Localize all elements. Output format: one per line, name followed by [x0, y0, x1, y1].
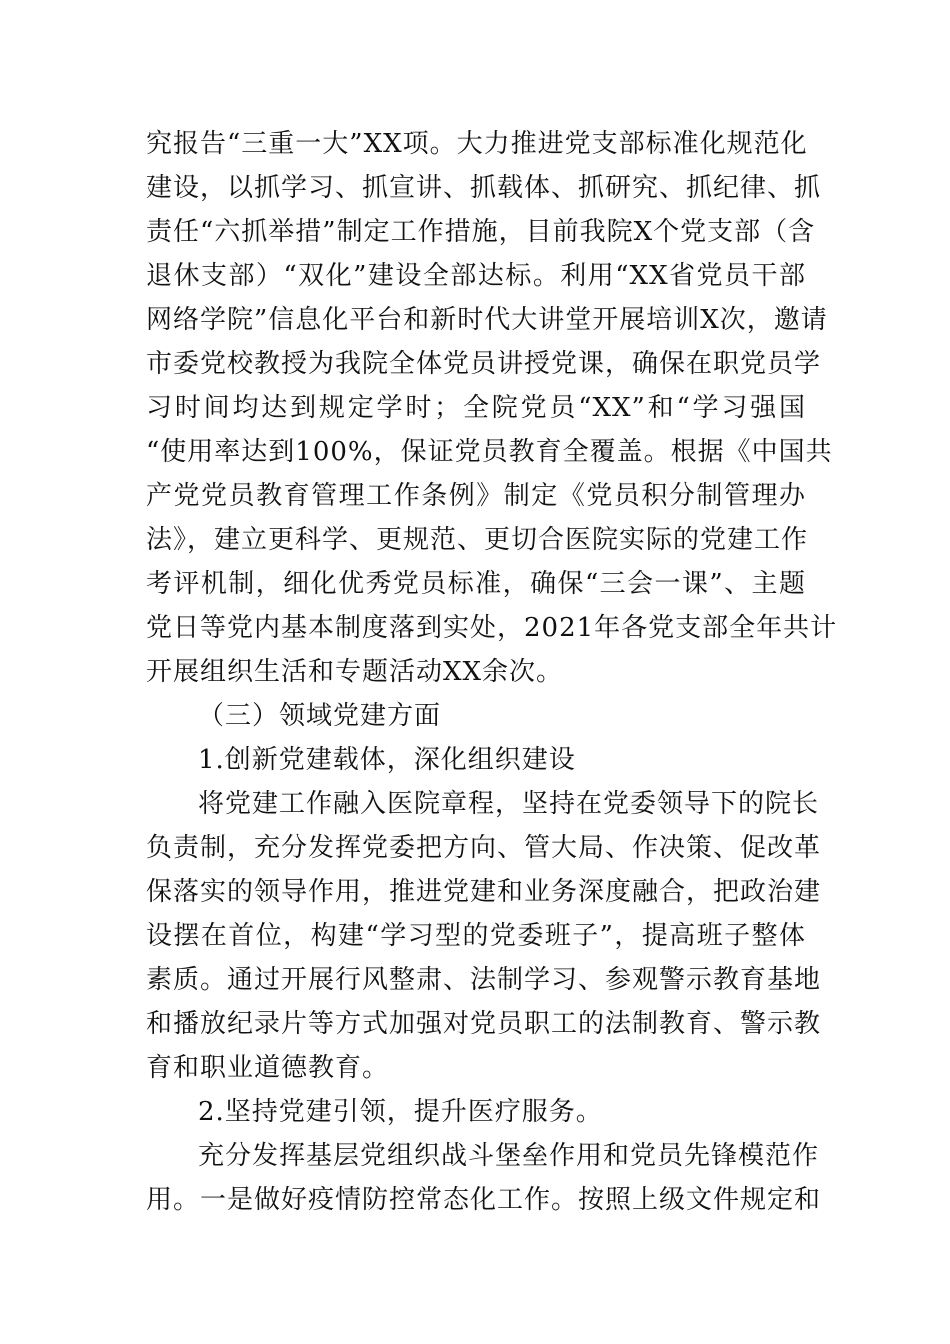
body-text-line: 市委党校教授为我院全体党员讲授党课，确保在职党员学: [146, 349, 822, 379]
body-text-line: 党日等党内基本制度落到实处，2021年各党支部全年共计: [146, 613, 838, 643]
body-text-line: 网络学院”信息化平台和新时代大讲堂开展培训X次，邀请: [146, 305, 828, 335]
body-text-line: 保落实的领导作用，推进党建和业务深度融合，把政治建: [146, 877, 822, 907]
body-text-line: 素质。通过开展行风整肃、法制学习、参观警示教育基地: [146, 965, 822, 995]
body-text-line: 开展组织生活和专题活动XX余次。: [146, 657, 564, 687]
body-text-line: “使用率达到100%，保证党员教育全覆盖。根据《中国共: [146, 437, 833, 467]
body-text-line: 负责制，充分发挥党委把方向、管大局、作决策、促改革: [146, 833, 822, 863]
body-text-line: 和播放纪录片等方式加强对党员职工的法制教育、警示教: [146, 1009, 822, 1039]
body-text-line: 习时间均达到规定学时；全院党员“XX”和“学习强国: [146, 393, 806, 423]
body-text-line: 建设，以抓学习、抓宣讲、抓载体、抓研究、抓纪律、抓: [146, 173, 822, 203]
body-text-line: 考评机制，细化优秀党员标准，确保“三会一课”、主题: [146, 569, 806, 599]
body-text-line: 退休支部）“双化”建设全部达标。利用“XX省党员干部: [146, 261, 806, 291]
body-text-line: 设摆在首位，构建“学习型的党委班子”，提高班子整体: [146, 921, 806, 951]
body-text-line: 用。一是做好疫情防控常态化工作。按照上级文件规定和: [146, 1185, 822, 1215]
body-text-line: 产党党员教育管理工作条例》制定《党员积分制管理办: [146, 481, 806, 511]
section-heading: （三）领域党建方面: [198, 701, 442, 731]
body-text-line: 责任“六抓举措”制定工作措施，目前我院X个党支部（含: [146, 217, 816, 247]
subsection-heading: 1.创新党建载体，深化组织建设: [198, 745, 576, 775]
subsection-heading: 2.坚持党建引领，提升医疗服务。: [198, 1097, 603, 1127]
body-text-line: 将党建工作融入医院章程，坚持在党委领导下的院长: [198, 789, 820, 819]
body-text-line: 育和职业道德教育。: [146, 1053, 390, 1083]
body-text-line: 充分发挥基层党组织战斗堡垒作用和党员先锋模范作: [198, 1141, 820, 1171]
body-text-line: 法》，建立更科学、更规范、更切合医院实际的党建工作: [146, 525, 809, 555]
body-text-line: 究报告“三重一大”XX项。大力推进党支部标准化规范化: [146, 129, 808, 159]
